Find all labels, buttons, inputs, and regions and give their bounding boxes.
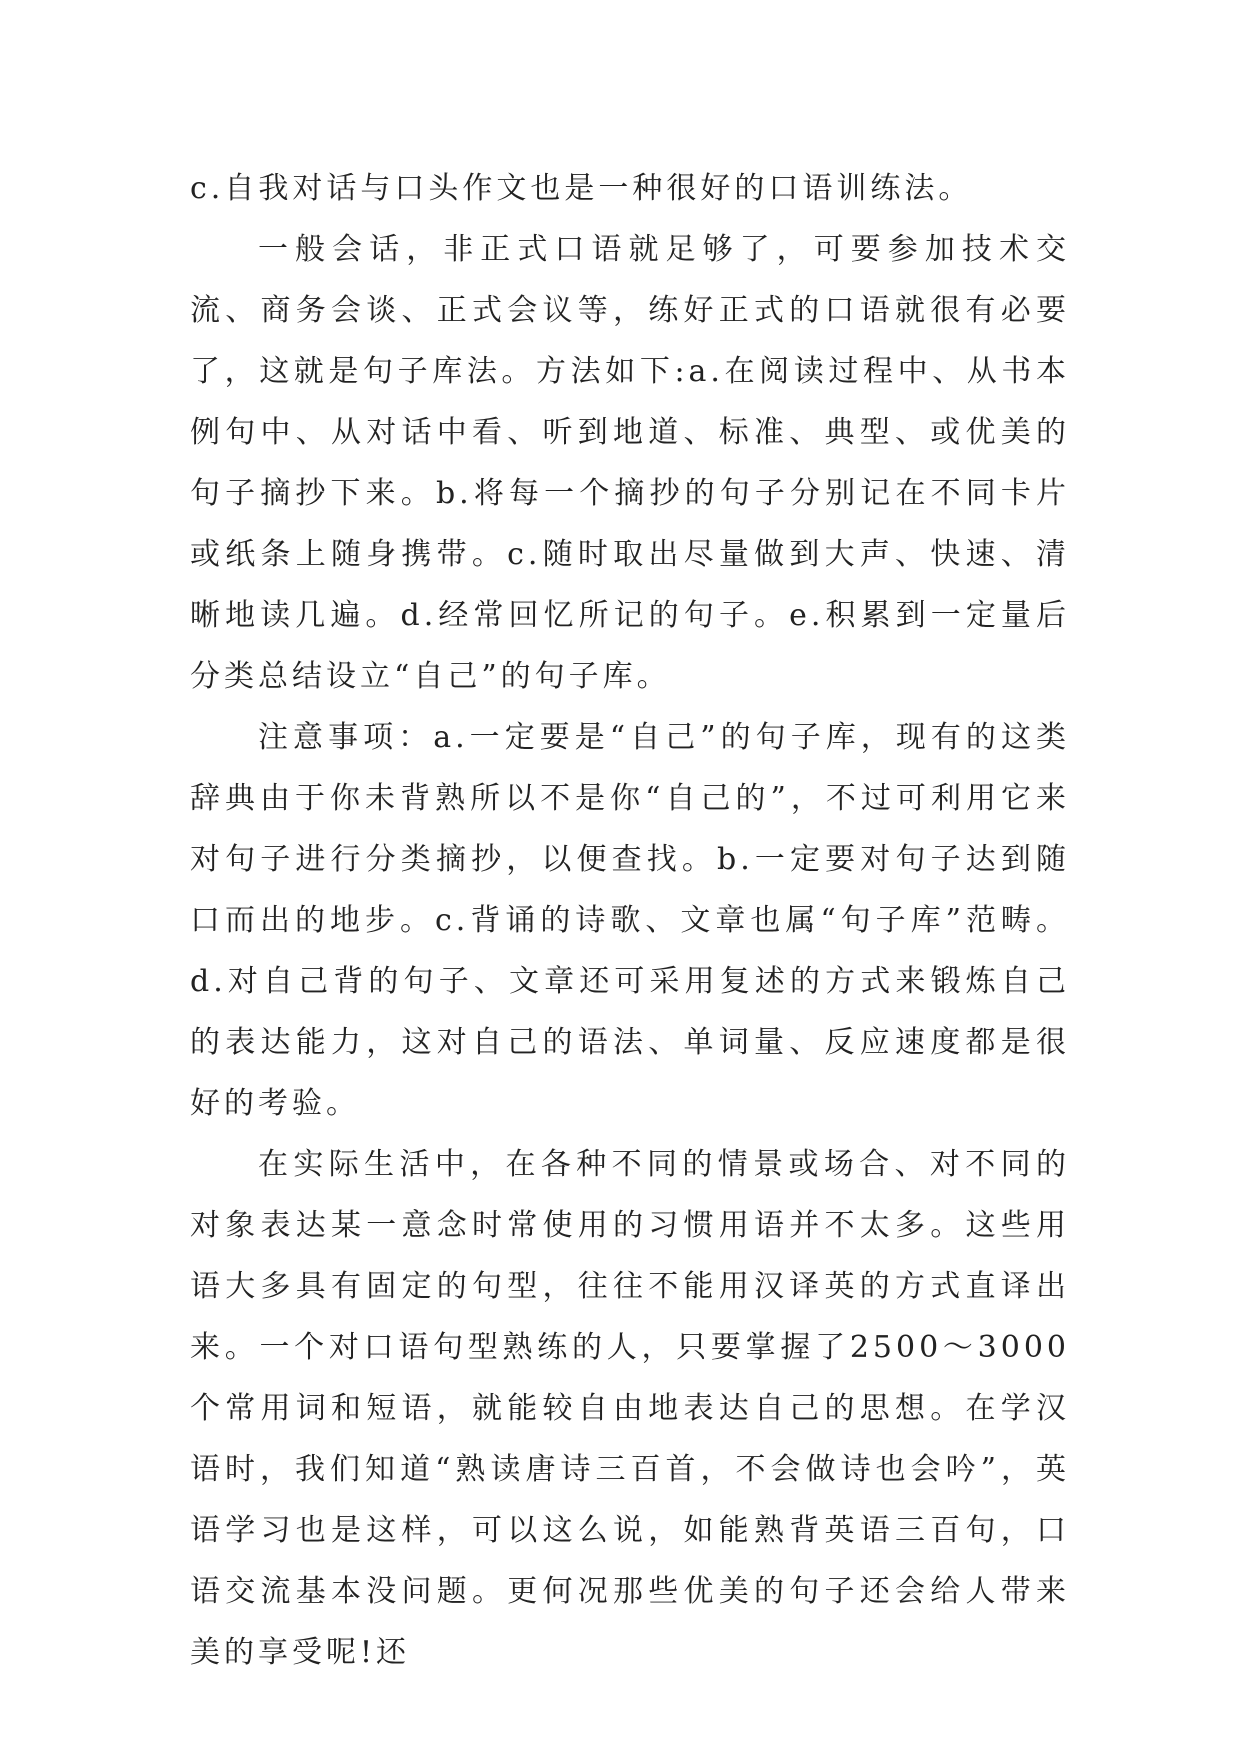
paragraph-4: 在实际生活中，在各种不同的情景或场合、对不同的对象表达某一意念时常使用的习惯用语并不太多。这些用语大多具有固定的句型，往往不能用汉译英的方式直译出来。一个对口语句型熟练的人，只要掌握了2500～3000个常用词和短语，就能较自由地表达自己的思想。在学汉语时，我们知道“熟读唐诗三百首，不会做诗也会吟”，英语学习也是这样，可以这么说，如能熟背英语三百句，口语交流基本没问题。更何况那些优美的句子还会给人带来美的享受呢!还 bbox=[190, 1147, 1070, 1670]
paragraph-1: c.自我对话与口头作文也是一种很好的口语训练法。 bbox=[190, 171, 973, 206]
paragraph-3: 注意事项：a.一定要是“自己”的句子库，现有的这类辞典由于你未背熟所以不是你“自己的”，不过可利用它来对句子进行分类摘抄，以便查找。b.一定要对句子达到随口而出的地步。c.背诵的诗歌、文章也属“句子库”范畴。d.对自己背的句子、文章还可采用复述的方式来锻炼自己的表达能力，这对自己的语法、单词量、反应速度都是很好的考验。 bbox=[190, 720, 1070, 1121]
body-text bbox=[190, 158, 1070, 1683]
paragraph-2: 一般会话，非正式口语就足够了，可要参加技术交流、商务会谈、正式会议等，练好正式的口语就很有必要了，这就是句子库法。方法如下:a.在阅读过程中、从书本例句中、从对话中看、听到地道、标准、典型、或优美的句子摘抄下来。b.将每一个摘抄的句子分别记在不同卡片或纸条上随身携带。c.随时取出尽量做到大声、快速、清晰地读几遍。d.经常回忆所记的句子。e.积累到一定量后分类总结设立“自己”的句子库。 bbox=[190, 232, 1070, 694]
